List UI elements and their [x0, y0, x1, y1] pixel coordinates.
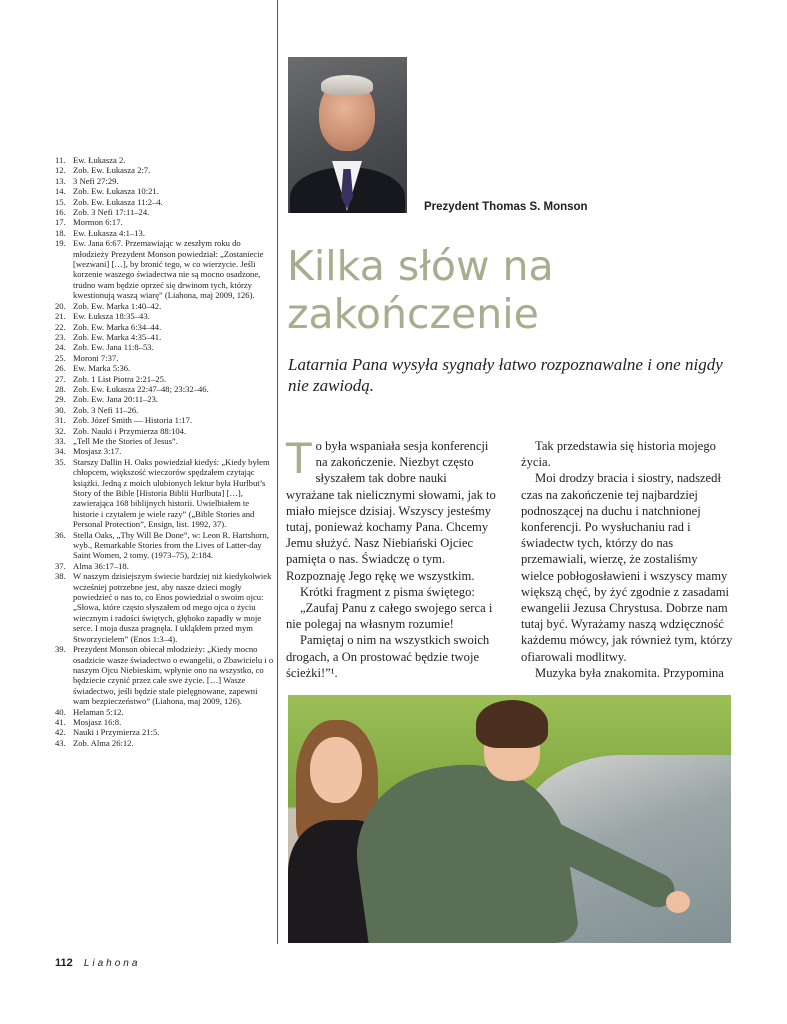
- endnote-text: Ew. Łukasza 2.: [73, 155, 126, 165]
- endnote-text: Mosjasz 16:8.: [73, 716, 122, 727]
- endnote-number: 33.: [55, 435, 66, 446]
- endnote-text: Zob. 1 List Piotra 2:21–25.: [73, 373, 167, 384]
- portrait-caption: Prezydent Thomas S. Monson: [424, 201, 588, 213]
- endnote-item: [55, 186, 275, 196]
- endnote-item: [55, 644, 275, 706]
- endnote-number: 37.: [55, 560, 66, 571]
- endnote-text: Zob. Ew. Łukasza 2:7.: [73, 165, 151, 176]
- portrait-hair: [321, 75, 373, 95]
- endnote-number: 17.: [55, 217, 66, 228]
- article-column-2: [521, 438, 733, 681]
- endnote-item: [55, 717, 275, 727]
- endnote-item: [55, 561, 275, 571]
- endnote-text: Zob. Ew. Łukasza 11:2–4.: [73, 196, 163, 207]
- endnote-number: 25.: [55, 352, 66, 363]
- endnote-text: Zob. Józef Smith — Historia 1:17.: [73, 415, 193, 426]
- endnote-item: [55, 217, 275, 227]
- endnote-item: [55, 374, 275, 384]
- endnote-item: [55, 707, 275, 717]
- endnote-text: Ew. Łukasza 4:1–13.: [73, 227, 145, 238]
- endnote-item: [55, 738, 275, 748]
- endnote-text: Moroni 7:37.: [73, 352, 119, 363]
- endnote-text: W naszym dzisiejszym świecie bardziej niż kiedykolwiek wcześniej potrzebne jest, aby nasze dzieci mogły powiedzieć o nas to, co Enos powiedział o swoim ojcu: „Słowa, które często słyszałem od mego ojca o życiu wiecznym i radości świętych, głęboko zapadły w moje serce. I moja dusza pragnęła. I ukląkłem przed mym Stworzycielem” (Enos 1:3–4).: [73, 571, 272, 644]
- endnote-number: 34.: [55, 446, 66, 457]
- endnote-number: 27.: [55, 373, 66, 384]
- endnotes-list: [55, 155, 275, 748]
- column-divider: [277, 0, 278, 944]
- endnote-number: 26.: [55, 363, 66, 374]
- endnote-text: Mormon 6:17.: [73, 217, 123, 228]
- endnote-item: [55, 384, 275, 394]
- endnote-text: Ew. Jana 6:67. Przemawiając w zeszłym roku do młodzieży Prezydent Monson powiedział: „Zostaniecie [wezwani] […], by bronić tego, w co wierzycie. Jeśli korzenie waszego świadectwa nie są mocno osadzone, trudno wam będzie oprzeć się drwinom tych, którzy kwestionują waszą wiarę” (Liahona, maj 2009, 126).: [73, 238, 264, 301]
- endnote-text: Stella Oaks, „Thy Will Be Done”, w: Leon R. Hartshorn, wyb., Remarkable Stories from the Lives of Latter-day Saint Women, 2 tomy. (1973–75), 2:184.: [73, 529, 269, 561]
- endnote-text: Alma 36:17–18.: [73, 560, 129, 571]
- endnote-text: Zob. Ew. Marka 4:35–41.: [73, 331, 162, 342]
- drop-cap: T: [286, 434, 312, 483]
- endnote-number: 32.: [55, 425, 66, 436]
- portrait-photo: [288, 57, 407, 213]
- endnote-number: 22.: [55, 321, 66, 332]
- endnote-item: [55, 342, 275, 352]
- endnote-text: Mosjasz 3:17.: [73, 446, 122, 457]
- endnote-text: Zob. Ew. Jana 11:8–53.: [73, 342, 154, 353]
- paragraph-text: o była wspaniała sesja konferencji na zakończenie. Niezbyt często słyszałem tak dobre nauki wyrażane tak nielicznymi słowami, jak to miało miejsce dzisiaj. Wszyscy jesteśmy tutaj, ponieważ kochamy Pana. Chcemy Jemu służyć. Nasz Niebiański Ojciec pamięta o nas. Świadczę o tym. Rozpoznaję Jego rękę we wszystkim.: [286, 439, 496, 583]
- endnote-item: [55, 530, 275, 561]
- endnote-number: 31.: [55, 415, 66, 426]
- endnote-number: 20.: [55, 300, 66, 311]
- endnote-item: [55, 446, 275, 456]
- endnote-text: Ew. Marka 5:36.: [73, 363, 131, 374]
- endnote-item: [55, 415, 275, 425]
- endnote-item: [55, 394, 275, 404]
- article-subtitle: Latarnia Pana wysyła sygnały łatwo rozpoznawalne i one nigdy nie zawiodą.: [288, 355, 723, 395]
- endnote-number: 30.: [55, 404, 66, 415]
- boy-hand: [666, 891, 690, 913]
- endnote-number: 23.: [55, 331, 66, 342]
- endnote-item: [55, 155, 275, 165]
- endnote-item: [55, 436, 275, 446]
- endnote-number: 43.: [55, 737, 66, 748]
- endnote-text: Ew. Łuksza 18:35–43.: [73, 311, 150, 322]
- endnote-item: [55, 238, 275, 300]
- endnote-item: [55, 228, 275, 238]
- endnote-text: 3 Nefi 27:29.: [73, 175, 119, 186]
- endnote-item: [55, 207, 275, 217]
- endnote-number: 36.: [55, 529, 66, 540]
- endnote-number: 11.: [55, 155, 66, 165]
- endnote-item: [55, 457, 275, 530]
- endnote-number: 29.: [55, 394, 66, 405]
- endnote-number: 39.: [55, 644, 66, 655]
- page-number: 112: [55, 957, 73, 969]
- endnote-text: Zob. Ew. Łukasza 10:21.: [73, 186, 159, 197]
- endnote-number: 21.: [55, 311, 66, 322]
- endnote-number: 18.: [55, 227, 66, 238]
- endnote-number: 14.: [55, 186, 66, 197]
- endnote-item: [55, 165, 275, 175]
- endnote-text: Zob. Ew. Marka 6:34–44.: [73, 321, 162, 332]
- endnote-number: 24.: [55, 342, 66, 353]
- endnote-number: 35.: [55, 456, 66, 467]
- article-column-1: [286, 434, 498, 681]
- endnote-item: [55, 311, 275, 321]
- endnote-number: 38.: [55, 571, 66, 582]
- endnote-text: „Tell Me the Stories of Jesus”.: [73, 435, 178, 446]
- paragraph: „Zaufaj Panu z całego swojego serca i nie polegaj na własnym rozumie!: [286, 601, 493, 632]
- endnote-item: [55, 176, 275, 186]
- endnote-number: 42.: [55, 727, 66, 738]
- endnote-item: [55, 353, 275, 363]
- endnote-number: 15.: [55, 196, 66, 207]
- endnote-text: Zob. Nauki i Przymierza 88:104.: [73, 425, 187, 436]
- endnote-text: Zob. Ew. Marka 1:40–42.: [73, 300, 162, 311]
- children-photo: [288, 695, 731, 943]
- endnote-text: Helaman 5:12.: [73, 706, 124, 717]
- endnote-item: [55, 571, 275, 644]
- magazine-name: Liahona: [83, 958, 141, 969]
- girl-face: [310, 737, 362, 803]
- endnote-item: [55, 405, 275, 415]
- endnote-text: Zob. Alma 26:12.: [73, 737, 134, 748]
- endnote-item: [55, 426, 275, 436]
- endnote-item: [55, 197, 275, 207]
- paragraph: Tak przedstawia się historia mojego życia.: [521, 439, 716, 470]
- paragraph: Muzyka była znakomita. Przypomina: [535, 665, 724, 680]
- endnote-text: Zob. Ew. Jana 20:11–23.: [73, 394, 159, 405]
- article-title: Kilka słów na zakończenie: [287, 242, 554, 338]
- paragraph: [286, 434, 498, 584]
- endnote-number: 13.: [55, 175, 66, 186]
- endnote-number: 16.: [55, 207, 66, 218]
- paragraph: Moi drodzy bracia i siostry, nadszedł czas na zakończenie tej najbardziej podnoszącej na duchu i natchnionej konferencji. Po wysłuchaniu rad i świadectw tych, którzy do nas przemawiali, wierzę, że zostaliśmy wielce pobłogosławieni i wszyscy mamy większą chęć, by żyć zgodnie z zasadami ewangelii Jezusa Chrystusa. Dobrze nam tutaj być. Wyrażamy naszą wdzięczność każdemu mówcy, jak również tym, którzy ofiarowali modlitwy.: [521, 471, 733, 664]
- paragraph: Krótki fragment z pisma świętego:: [300, 584, 475, 599]
- endnote-text: Starszy Dallin H. Oaks powiedział kiedyś: „Kiedy byłem chłopcem, większość wieczorów spędzałem czytając książki. Jedną z moich ulubionych lektur była Hurlbut’s Story of the Bible [Historia Biblii Hurlbuta] […], zawierająca 168 biblijnych historii. Uwielbiałem te historie i czytałem je wiele razy” („Bible Stories and Personal Protection”, Ensign, list. 1992, 37).: [73, 456, 270, 530]
- endnote-item: [55, 363, 275, 373]
- boy-hair: [476, 700, 548, 748]
- endnote-text: Prezydent Monson obiecał młodzieży: „Kiedy mocno osadzicie wasze świadectwo o ewangelii, o Zbawicielu i o naszym Ojcu Niebieskim, wpłynie ono na wszystko, co będziecie czynić przez całe swe życie. […] Wasze świadectwo, jeśli będzie stale pielęgnowane, zapewni wam bezpieczeństwo” (Liahona, maj 2009, 126).: [73, 644, 274, 707]
- endnote-item: [55, 332, 275, 342]
- endnote-number: 40.: [55, 706, 66, 717]
- endnote-text: Zob. 3 Nefi 17:11–24.: [73, 207, 150, 218]
- endnote-item: [55, 322, 275, 332]
- page-footer: [55, 957, 140, 969]
- paragraph: Pamiętaj o nim na wszystkich swoich drogach, a On prostować będzie twoje ścieżki!”¹.: [286, 633, 490, 680]
- endnote-number: 28.: [55, 383, 66, 394]
- endnote-number: 12.: [55, 165, 66, 176]
- endnote-item: [55, 301, 275, 311]
- endnote-number: 41.: [55, 716, 66, 727]
- endnote-text: Nauki i Przymierza 21:5.: [73, 727, 160, 738]
- endnote-text: Zob. 3 Nefi 11–26.: [73, 404, 139, 415]
- endnote-number: 19.: [55, 238, 66, 249]
- endnote-text: Zob. Ew. Łukasza 22:47–48; 23:32–46.: [73, 383, 209, 394]
- endnote-item: [55, 727, 275, 737]
